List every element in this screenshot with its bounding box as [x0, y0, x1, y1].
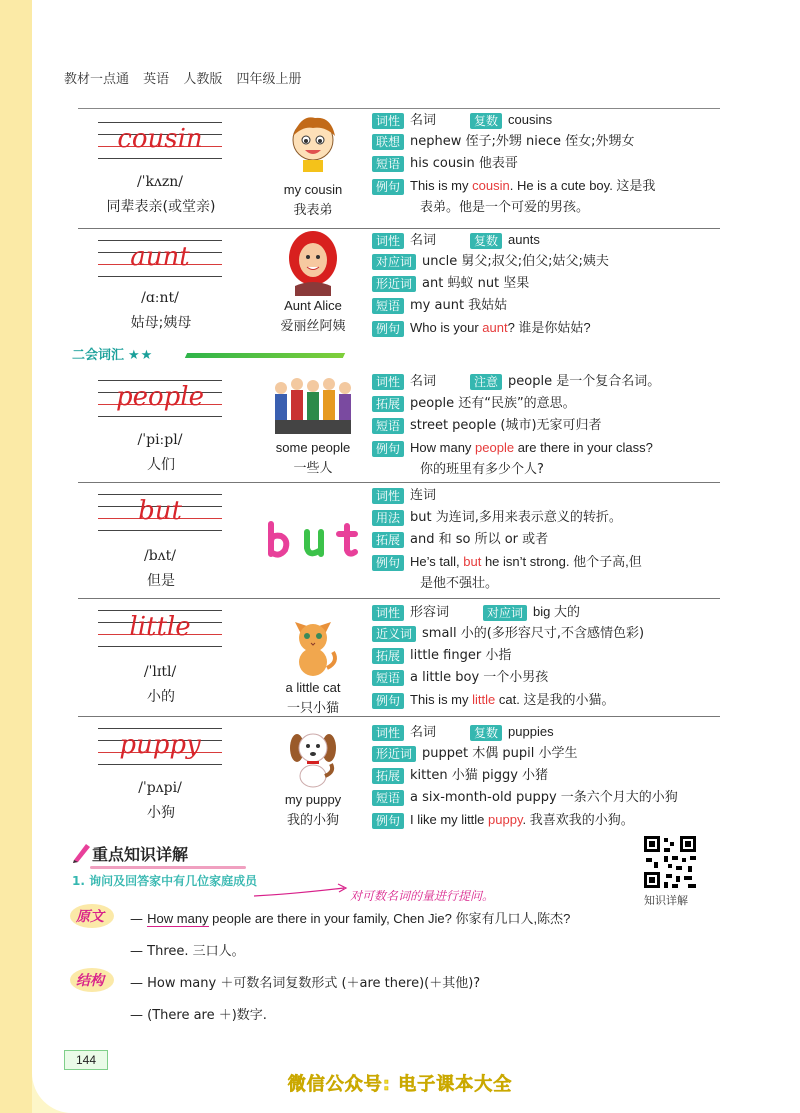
letters-b-u-t-icon — [263, 520, 363, 560]
row-text: a six-month-old puppy 一条六个月大的小狗 — [410, 790, 678, 805]
entry-gloss: 小的 — [147, 689, 175, 705]
tag-plural: 复数 — [470, 725, 502, 741]
tag-synonym: 近义词 — [372, 626, 416, 642]
tag-counterpart: 对应词 — [483, 605, 527, 621]
tag-example: 例句 — [372, 441, 404, 457]
row-text: small 小的(多形容尺寸,不含感情色彩) — [422, 626, 645, 641]
vocab-entry-people — [78, 368, 720, 483]
row-text: but 为连词,多用来表示意义的转折。 — [410, 510, 622, 525]
row-text2: cousins — [508, 112, 553, 127]
header-grade: 四年级上册 — [236, 72, 302, 87]
vocab-entry-puppy — [78, 716, 720, 834]
tag-pos: 词性 — [372, 488, 404, 504]
tag-example: 例句 — [372, 555, 404, 571]
tag-similar-form: 形近词 — [372, 746, 416, 762]
tag-plural: 复数 — [470, 113, 502, 129]
tag-example: 例句 — [372, 179, 404, 195]
example-pre: He’s tall, — [410, 554, 464, 569]
entry-word: aunt — [130, 242, 190, 272]
page-header — [64, 68, 311, 87]
entry-phonetic: /ˈlɪtl/ — [143, 664, 177, 680]
entry-phonetic: /ˈkʌzn/ — [136, 174, 184, 190]
row-text: puppet 木偶 pupil 小学生 — [422, 746, 578, 761]
entry-phonetic: /ɑːnt/ — [141, 290, 179, 306]
label-structure: 结构 — [76, 973, 104, 989]
vocab-entry-but — [78, 482, 720, 599]
tag-similar-form: 形近词 — [372, 276, 416, 292]
boy-cartoon-icon — [281, 110, 345, 174]
entry-gloss: 但是 — [147, 573, 175, 589]
entry-caption-cn: 爱丽丝阿姨 — [280, 319, 346, 334]
row-text: 你的班里有多少个人? — [420, 462, 544, 477]
header-edition: 人教版 — [183, 72, 223, 87]
vocab-entry-aunt — [78, 228, 720, 342]
tag-pos: 词性 — [372, 113, 404, 129]
entry-caption-cn: 一些人 — [293, 461, 333, 476]
entry-phonetic: /ˈpʌpi/ — [138, 780, 182, 796]
example-post: cat. 这是我的小猫。 — [495, 692, 615, 707]
kitten-icon — [285, 612, 341, 678]
knowledge-subtitle: 1. 询问及回答家中有几位家庭成员 — [72, 874, 258, 888]
row-text: my aunt 我姑姑 — [410, 298, 508, 313]
star-icon: ★★ — [128, 348, 154, 363]
entry-caption-en: a little cat — [285, 680, 341, 695]
tag-phrase: 短语 — [372, 670, 404, 686]
tag-pos: 词性 — [372, 233, 404, 249]
entry-word: cousin — [117, 124, 203, 154]
tag-note: 注意 — [470, 374, 502, 390]
tag-counterpart: 对应词 — [372, 254, 416, 270]
tag-phrase: 短语 — [372, 418, 404, 434]
row-text: street people (城市)无家可归者 — [410, 418, 602, 433]
qr-code-icon[interactable] — [642, 834, 698, 890]
tag-pos: 词性 — [372, 605, 404, 621]
entry-caption-en: Aunt Alice — [284, 298, 342, 313]
example-highlight: little — [472, 692, 496, 707]
tag-example: 例句 — [372, 813, 404, 829]
row-text: 名词 — [410, 233, 437, 248]
entry-caption-cn: 我的小狗 — [286, 813, 339, 828]
section-heading-level2 — [72, 344, 153, 363]
key-knowledge-title: 重点知识详解 — [92, 845, 189, 864]
example-pre: How many — [410, 440, 476, 455]
puppy-icon — [285, 726, 341, 788]
example-post: . He is a cute boy. 这是我 — [509, 178, 656, 193]
vocab-entry-little — [78, 598, 720, 717]
row-text2: puppies — [508, 724, 554, 739]
tag-extension: 拓展 — [372, 768, 404, 784]
pencil-icon — [70, 840, 92, 864]
woman-red-hair-icon — [281, 228, 345, 296]
entry-caption-cn: 一只小猫 — [286, 701, 339, 716]
entry-caption-en: my puppy — [284, 792, 342, 807]
row-text: 是他不强壮。 — [420, 576, 499, 591]
row-text: kitten 小猫 piggy 小猪 — [410, 768, 549, 783]
entry-caption-en: my cousin — [283, 182, 343, 197]
tag-extension: 拓展 — [372, 396, 404, 412]
row-text: 名词 — [410, 113, 437, 128]
entry-gloss: 同辈表亲(或堂亲) — [106, 199, 216, 215]
structure-line-answer: — (There are ＋)数字. — [130, 1008, 267, 1023]
structure-line-question: — How many ＋可数名词复数形式 (＋are there)(＋其他)? — [130, 976, 481, 991]
annotation-note: 对可数名词的量进行提问。 — [350, 889, 495, 903]
dialogue-line-question — [130, 908, 570, 927]
header-book: 教材一点通 — [64, 72, 130, 87]
row-text: ant 蚂蚁 nut 坚果 — [422, 276, 530, 291]
tag-example: 例句 — [372, 693, 404, 709]
top-divider — [78, 108, 720, 109]
tag-example: 例句 — [372, 321, 404, 337]
page-side-band — [0, 0, 32, 1113]
question-rest: people are there in your family, Chen Jie? 你家有几口人,陈杰? — [208, 911, 571, 926]
row-text2: big 大的 — [533, 604, 581, 619]
row-text: a little boy 一个小男孩 — [410, 670, 549, 685]
entry-word: people — [115, 382, 205, 412]
row-text: 形容词 — [410, 605, 450, 620]
section-title: 二会词汇 — [72, 348, 125, 363]
example-highlight: cousin — [472, 178, 510, 193]
example-highlight: aunt — [482, 320, 508, 335]
row-text: 表弟。他是一个可爱的男孩。 — [420, 200, 590, 215]
row-text: and 和 so 所以 or 或者 — [410, 532, 549, 547]
title-underline — [90, 866, 246, 869]
entry-caption-cn: 我表弟 — [293, 203, 333, 218]
entry-gloss: 姑母;姨母 — [130, 315, 192, 331]
example-highlight: but — [463, 554, 482, 569]
row-text: 名词 — [410, 374, 437, 389]
row-text: 连词 — [410, 488, 437, 503]
example-post: he isn’t strong. 他个子高,但 — [481, 554, 642, 569]
entry-phonetic: /ˈpiːpl/ — [137, 432, 183, 448]
tag-pos: 词性 — [372, 374, 404, 390]
row-text: people 还有“民族”的意思。 — [410, 396, 576, 411]
row-text: little finger 小指 — [410, 648, 512, 663]
example-post: are there in your class? — [514, 440, 653, 455]
row-text: his cousin 他表哥 — [410, 156, 518, 171]
header-subject: 英语 — [143, 72, 170, 87]
entry-caption-en: some people — [275, 440, 351, 455]
example-pre: This is my — [410, 178, 473, 193]
tag-association: 联想 — [372, 134, 404, 150]
row-text: nephew 侄子;外甥 niece 侄女;外甥女 — [410, 134, 635, 149]
example-post: . 我喜欢我的小狗。 — [522, 812, 634, 827]
example-pre: I like my little — [410, 812, 489, 827]
tag-phrase: 短语 — [372, 298, 404, 314]
vocab-entry-cousin — [78, 110, 720, 229]
footer-watermark: 微信公众号: 电子课本大全 — [287, 1074, 513, 1095]
example-pre: Who is your — [410, 320, 483, 335]
dash: — — [130, 912, 148, 927]
example-highlight: people — [475, 440, 515, 455]
arrow-icon — [252, 880, 352, 898]
dialogue-line-answer: — Three. 三口人。 — [130, 944, 245, 959]
tag-extension: 拓展 — [372, 648, 404, 664]
row-text2: people 是一个复合名词。 — [508, 374, 661, 389]
tag-phrase: 短语 — [372, 790, 404, 806]
entry-word: puppy — [119, 730, 201, 760]
entry-gloss: 小狗 — [147, 805, 175, 821]
entry-phonetic: /bʌt/ — [144, 548, 176, 564]
tag-pos: 词性 — [372, 725, 404, 741]
page-number: 144 — [64, 1050, 108, 1070]
tag-phrase: 短语 — [372, 156, 404, 172]
example-post: ? 谁是你姑姑? — [507, 320, 591, 335]
section-decor-bar — [185, 353, 345, 358]
entry-gloss: 人们 — [147, 457, 175, 473]
row-text2: aunts — [508, 232, 540, 247]
example-pre: This is my — [410, 692, 473, 707]
tag-usage: 用法 — [372, 510, 404, 526]
highlight-phrase: How many — [147, 911, 209, 926]
qr-label: 知识详解 — [644, 894, 688, 907]
group-of-people-icon — [271, 374, 355, 436]
tag-extension: 拓展 — [372, 532, 404, 548]
label-original: 原文 — [76, 909, 104, 925]
tag-plural: 复数 — [470, 233, 502, 249]
row-text: 名词 — [410, 725, 437, 740]
entry-word: little — [129, 612, 191, 642]
row-text: uncle 舅父;叔父;伯父;姑父;姨夫 — [422, 254, 609, 269]
entry-word: but — [138, 496, 182, 526]
example-highlight: puppy — [488, 812, 523, 827]
